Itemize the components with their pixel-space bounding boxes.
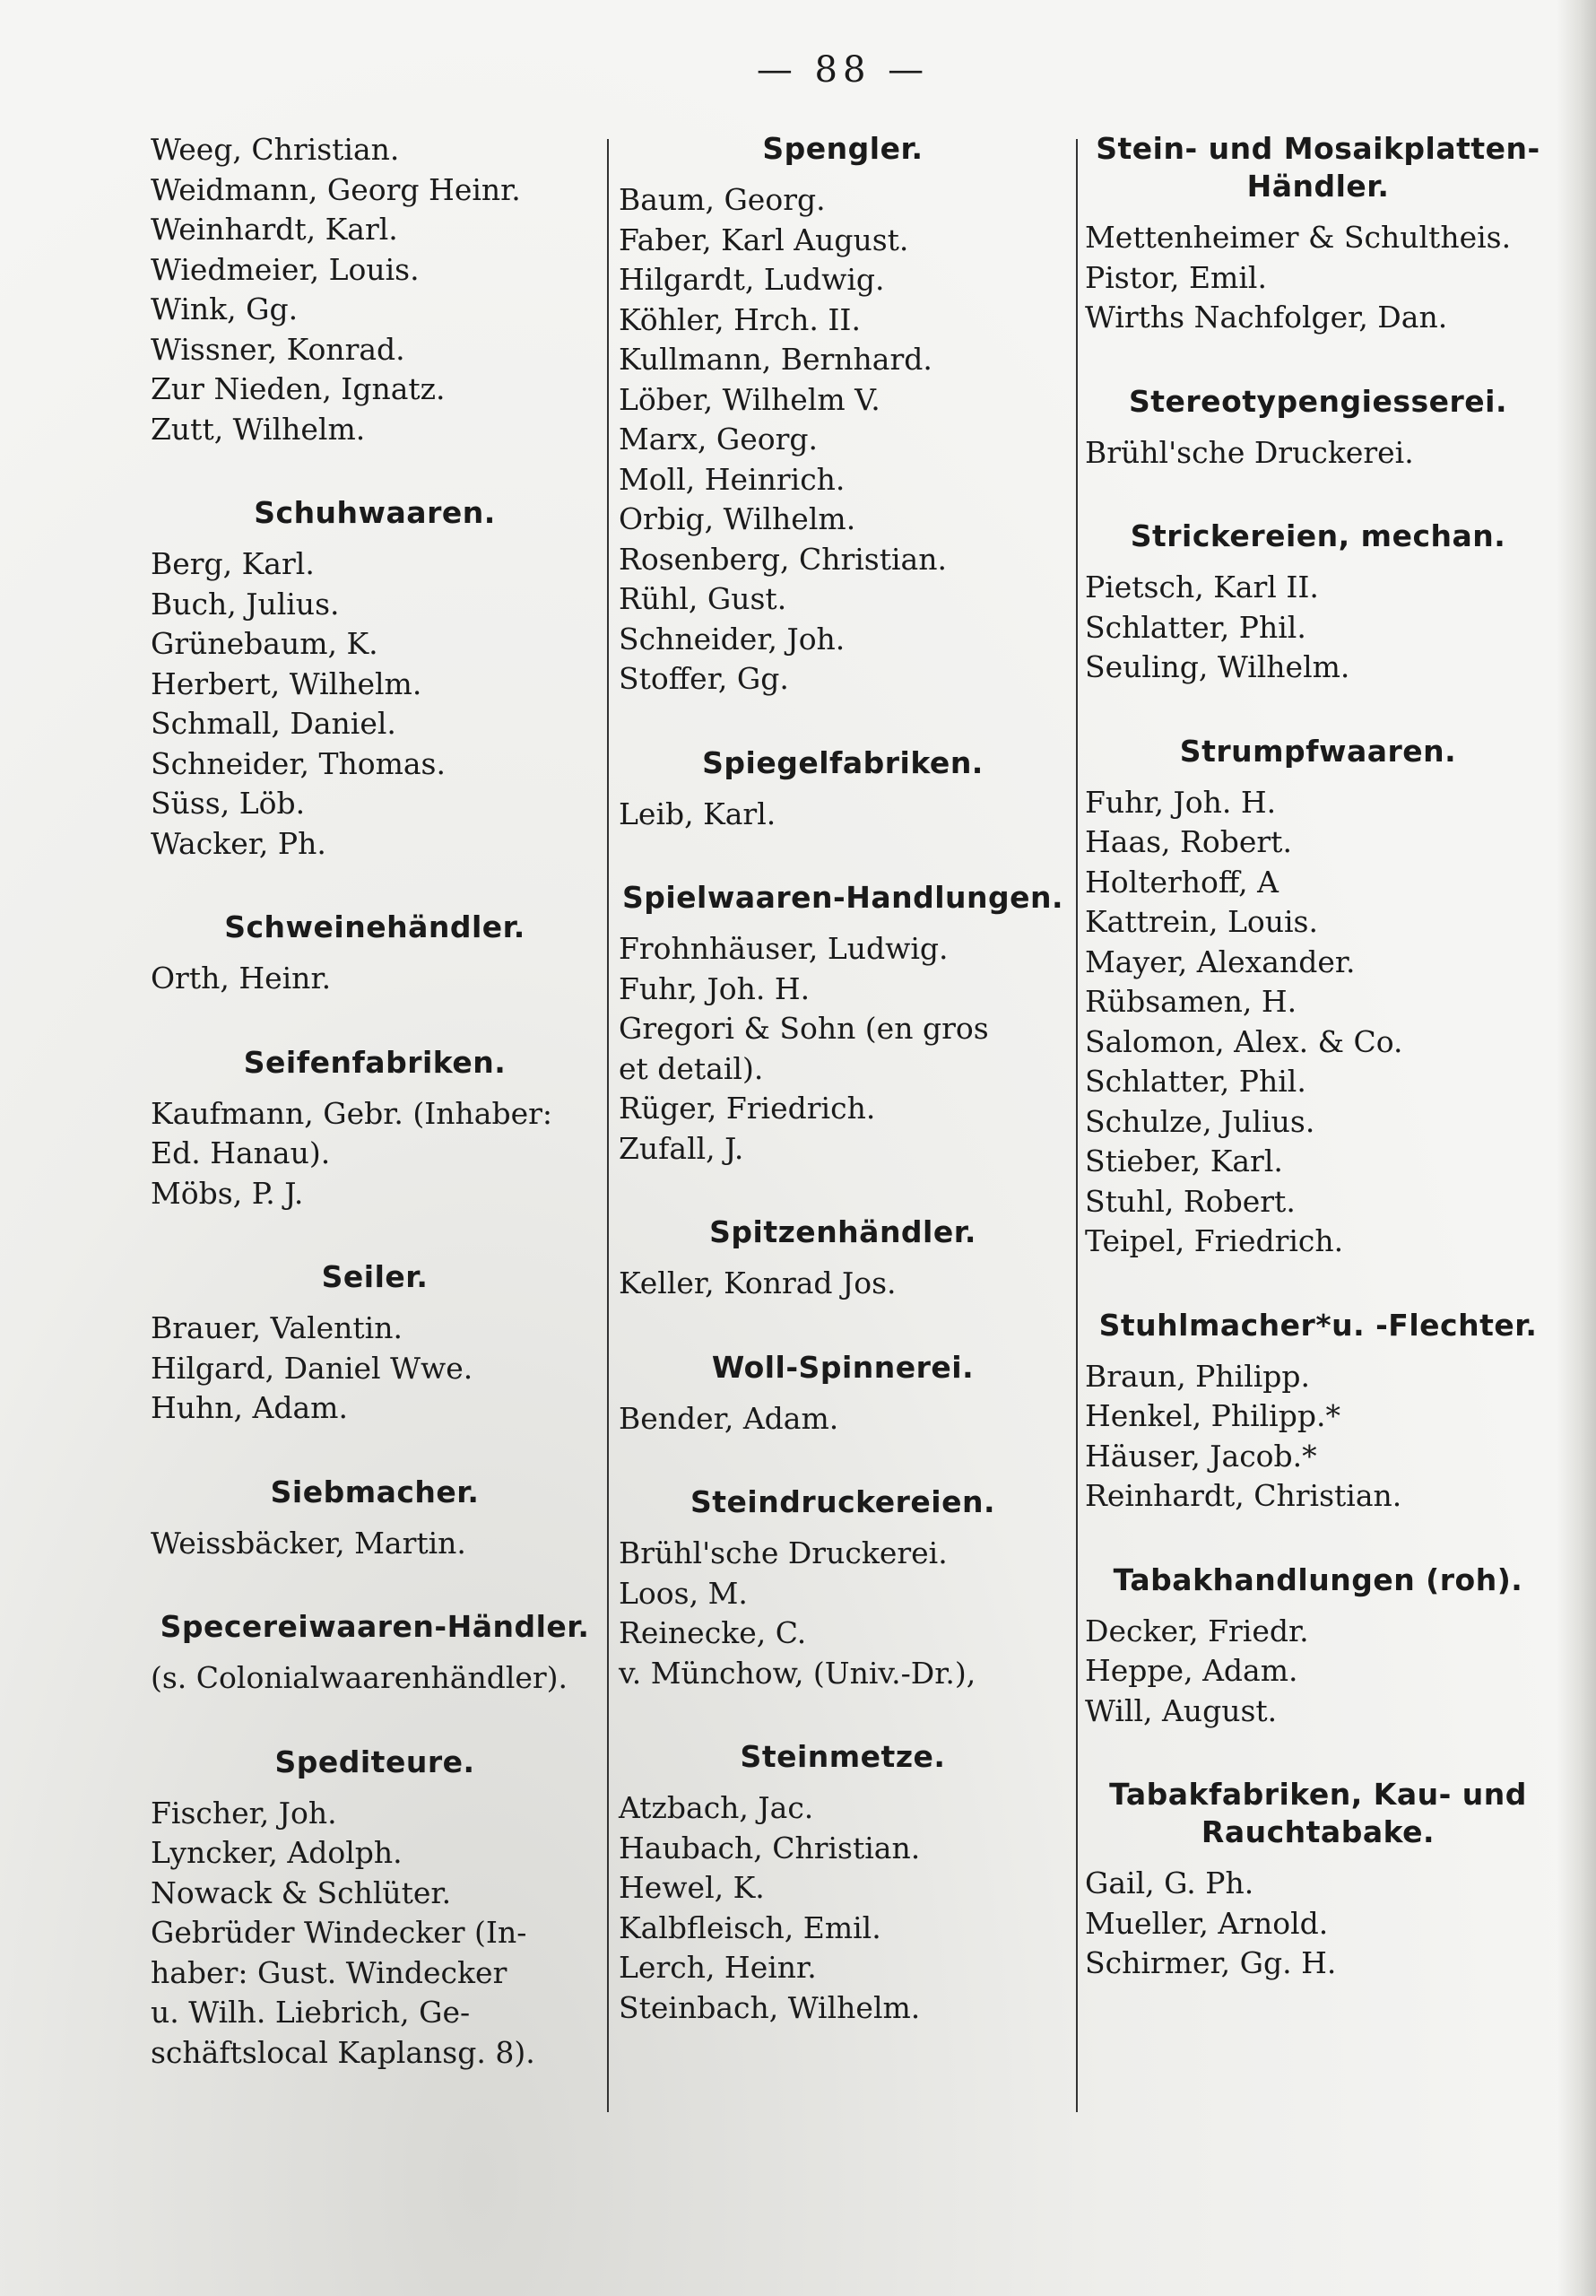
- directory-entry: Weeg, Christian.: [151, 132, 400, 167]
- directory-entry: Ed. Hanau).: [151, 1135, 331, 1170]
- directory-entry: Hewel, K.: [619, 1870, 765, 1905]
- directory-entry: Salomon, Alex. & Co.: [1085, 1023, 1403, 1059]
- directory-section: [151, 1744, 599, 2074]
- directory-section: [1085, 1561, 1551, 1732]
- directory-entry: Orth, Heinr.: [151, 961, 332, 996]
- directory-entry: Stuhl, Robert.: [1085, 1183, 1296, 1219]
- directory-entry: Brühl'sche Druckerei.: [619, 1535, 948, 1570]
- directory-entry: Köhler, Hrch. II.: [619, 301, 861, 337]
- directory-entry: Zutt, Wilhelm.: [151, 411, 366, 447]
- section-heading: Spediteure.: [274, 1744, 475, 1779]
- directory-section: [1085, 1776, 1551, 1984]
- directory-entry: Schulze, Julius.: [1085, 1103, 1315, 1139]
- directory-entry: Häuser, Jacob.*: [1085, 1438, 1317, 1474]
- directory-section: [151, 494, 599, 864]
- directory-entry: Kattrein, Louis.: [1085, 904, 1318, 939]
- directory-entry: Möbs, P. J.: [151, 1175, 304, 1211]
- directory-entry: Weissbäcker, Martin.: [151, 1525, 466, 1561]
- directory-entry: Stieber, Karl.: [1085, 1144, 1283, 1178]
- directory-entry: Wacker, Ph.: [151, 825, 326, 861]
- section-heading: Stein- und Mosaikplatten- Händler.: [1096, 131, 1540, 204]
- directory-entry: Kaufmann, Gebr. (Inhaber:: [151, 1095, 553, 1131]
- directory-entry: Schlatter, Phil.: [1085, 609, 1306, 645]
- directory-entry: Faber, Karl August.: [619, 222, 909, 257]
- section-heading: Woll-Spinnerei.: [711, 1349, 975, 1385]
- directory-entry: Mayer, Alexander.: [1085, 944, 1356, 979]
- directory-entry: Wissner, Konrad.: [151, 331, 405, 367]
- directory-section: [619, 879, 1067, 1169]
- directory-entry: (s. Colonialwaarenhändler).: [151, 1660, 568, 1695]
- directory-entry: Berg, Karl.: [151, 546, 315, 581]
- section-heading: Siebmacher.: [270, 1474, 480, 1509]
- directory-entry: Rübsamen, H.: [1085, 984, 1297, 1019]
- directory-entry: Pietsch, Karl II.: [1085, 570, 1319, 604]
- directory-section: [1085, 383, 1551, 474]
- directory-section: [1085, 130, 1551, 338]
- section-heading: Spiegelfabriken.: [702, 744, 984, 780]
- directory-section: [1085, 1307, 1551, 1517]
- directory-section: [151, 1044, 599, 1214]
- directory-entry: Gebrüder Windecker (In-: [151, 1915, 527, 1950]
- directory-entry: Buch, Julius.: [151, 586, 340, 622]
- directory-entry: Pistor, Emil.: [1085, 259, 1267, 295]
- directory-entry: Fischer, Joh.: [151, 1795, 337, 1831]
- section-heading: Spitzenhändler.: [709, 1214, 976, 1249]
- page-number: — 88 —: [756, 49, 930, 91]
- directory-entry: Reinecke, C.: [619, 1615, 807, 1650]
- directory-entry: haber: Gust. Windecker: [151, 1954, 507, 1990]
- directory-entry: Zufall, J.: [619, 1130, 744, 1166]
- directory-entry: Heppe, Adam.: [1085, 1653, 1298, 1688]
- directory-entry: Stoffer, Gg.: [619, 661, 789, 696]
- column-divider: [1076, 139, 1078, 2112]
- column-3: [1085, 130, 1551, 2029]
- directory-entry: Gail, G. Ph.: [1085, 1866, 1254, 1900]
- directory-entry: Keller, Konrad Jos.: [619, 1265, 897, 1300]
- directory-entry: Schneider, Thomas.: [151, 745, 446, 781]
- directory-entry: v. Münchow, (Univ.-Dr.),: [619, 1655, 976, 1691]
- section-heading: Tabakfabriken, Kau- und Rauchtabake.: [1109, 1777, 1527, 1849]
- directory-entry: Loos, M.: [619, 1575, 748, 1611]
- directory-section: [619, 1213, 1067, 1304]
- section-heading: Tabakhandlungen (roh).: [1113, 1561, 1523, 1597]
- section-heading: Steindruckereien.: [690, 1484, 995, 1519]
- column-divider: [607, 139, 609, 2112]
- directory-entry: Brauer, Valentin.: [151, 1310, 403, 1345]
- directory-entry: Weidmann, Georg Heinr.: [151, 171, 521, 207]
- section-heading: Stereotypengiesserei.: [1128, 383, 1508, 419]
- directory-section: [619, 1349, 1067, 1439]
- directory-section: [619, 1738, 1067, 2028]
- directory-entry: Haubach, Christian.: [619, 1830, 921, 1866]
- directory-entry: Wiedmeier, Louis.: [151, 251, 420, 287]
- directory-section: [619, 1483, 1067, 1693]
- directory-entry: Schneider, Joh.: [619, 621, 846, 657]
- directory-entry: Lyncker, Adolph.: [151, 1835, 403, 1870]
- directory-entry: Atzbach, Jac.: [619, 1790, 814, 1825]
- directory-entry: Lerch, Heinr.: [619, 1950, 817, 1985]
- directory-entry: Mettenheimer & Schultheis.: [1085, 220, 1512, 255]
- page-edge-shadow: [1557, 0, 1596, 2296]
- directory-entry: Brühl'sche Druckerei.: [1085, 434, 1414, 470]
- directory-entry: Frohnhäuser, Ludwig.: [619, 931, 949, 966]
- directory-entry: Hilgardt, Ludwig.: [619, 262, 885, 297]
- directory-entry: Bender, Adam.: [619, 1400, 839, 1436]
- directory-entry: Mueller, Arnold.: [1085, 1905, 1329, 1941]
- directory-entry: Schmall, Daniel.: [151, 706, 396, 741]
- directory-section: [151, 1608, 599, 1699]
- directory-entry: Kullmann, Bernhard.: [619, 342, 932, 377]
- directory-entry: Wirths Nachfolger, Dan.: [1085, 300, 1448, 335]
- section-heading: Strickereien, mechan.: [1130, 518, 1506, 553]
- directory-section: [619, 130, 1067, 700]
- section-heading: Stuhlmacher*u. -Flechter.: [1098, 1307, 1538, 1343]
- directory-entry: Huhn, Adam.: [151, 1390, 348, 1425]
- section-heading: Seifenfabriken.: [243, 1044, 507, 1080]
- directory-entry: Reinhardt, Christian.: [1085, 1478, 1402, 1513]
- section-heading: Strumpfwaaren.: [1179, 733, 1457, 769]
- directory-entry: Fuhr, Joh. H.: [1085, 784, 1277, 820]
- directory-entry: Rüger, Friedrich.: [619, 1091, 876, 1126]
- directory-entry: Schlatter, Phil.: [1085, 1064, 1306, 1099]
- directory-entry: Schirmer, Gg. H.: [1085, 1945, 1337, 1980]
- directory-entry: Holterhoff, A: [1085, 864, 1279, 900]
- directory-entry: Fuhr, Joh. H.: [619, 970, 811, 1006]
- directory-entry: Zur Nieden, Ignatz.: [151, 371, 446, 406]
- section-heading: Schweinehändler.: [224, 909, 525, 944]
- directory-entry: Orbig, Wilhelm.: [619, 501, 856, 536]
- directory-section: [151, 909, 599, 999]
- directory-section: [151, 130, 599, 449]
- directory-section: [151, 1474, 599, 1564]
- directory-entry: Nowack & Schlüter.: [151, 1874, 452, 1910]
- directory-entry: Grünebaum, K.: [151, 626, 378, 661]
- column-2: [619, 130, 1067, 2073]
- directory-entry: u. Wilh. Liebrich, Ge-: [151, 1995, 471, 2030]
- directory-entry: et detail).: [619, 1050, 764, 1086]
- directory-entry: Gregori & Sohn (en gros: [619, 1011, 989, 1046]
- directory-entry: Leib, Karl.: [619, 796, 776, 831]
- directory-entry: Süss, Löb.: [151, 786, 306, 821]
- section-heading: Seiler.: [321, 1259, 429, 1294]
- directory-entry: Henkel, Philipp.*: [1085, 1398, 1340, 1433]
- directory-entry: Löber, Wilhelm V.: [619, 381, 880, 417]
- directory-entry: Braun, Philipp.: [1085, 1358, 1311, 1394]
- directory-entry: Seuling, Wilhelm.: [1085, 649, 1350, 684]
- directory-entry: Haas, Robert.: [1085, 824, 1292, 859]
- directory-section: [619, 744, 1067, 835]
- column-1: [151, 130, 599, 2118]
- directory-entry: Will, August.: [1085, 1692, 1278, 1728]
- directory-section: [151, 1258, 599, 1429]
- section-heading: Spielwaaren-Handlungen.: [621, 880, 1064, 915]
- directory-entry: Steinbach, Wilhelm.: [619, 1989, 921, 2025]
- directory-entry: Wink, Gg.: [151, 291, 299, 326]
- section-heading: Schuhwaaren.: [254, 495, 496, 530]
- directory-entry: Rühl, Gust.: [619, 581, 787, 616]
- directory-entry: Herbert, Wilhelm.: [151, 665, 422, 701]
- directory-entry: Decker, Friedr.: [1085, 1613, 1309, 1648]
- directory-entry: Marx, Georg.: [619, 422, 818, 457]
- directory-entry: Rosenberg, Christian.: [619, 541, 947, 577]
- directory-entry: Baum, Georg.: [619, 182, 826, 217]
- directory-section: [1085, 733, 1551, 1262]
- section-heading: Spengler.: [762, 131, 924, 166]
- directory-entry: Kalbfleisch, Emil.: [619, 1909, 881, 1945]
- directory-entry: Moll, Heinrich.: [619, 461, 846, 497]
- directory-section: [1085, 517, 1551, 688]
- directory-entry: Hilgard, Daniel Wwe.: [151, 1350, 473, 1386]
- directory-entry: Weinhardt, Karl.: [151, 212, 398, 247]
- section-heading: Specereiwaaren-Händler.: [160, 1609, 590, 1644]
- directory-entry: schäftslocal Kaplansg. 8).: [151, 2034, 535, 2070]
- section-heading: Steinmetze.: [740, 1739, 946, 1774]
- directory-entry: Teipel, Friedrich.: [1085, 1223, 1344, 1258]
